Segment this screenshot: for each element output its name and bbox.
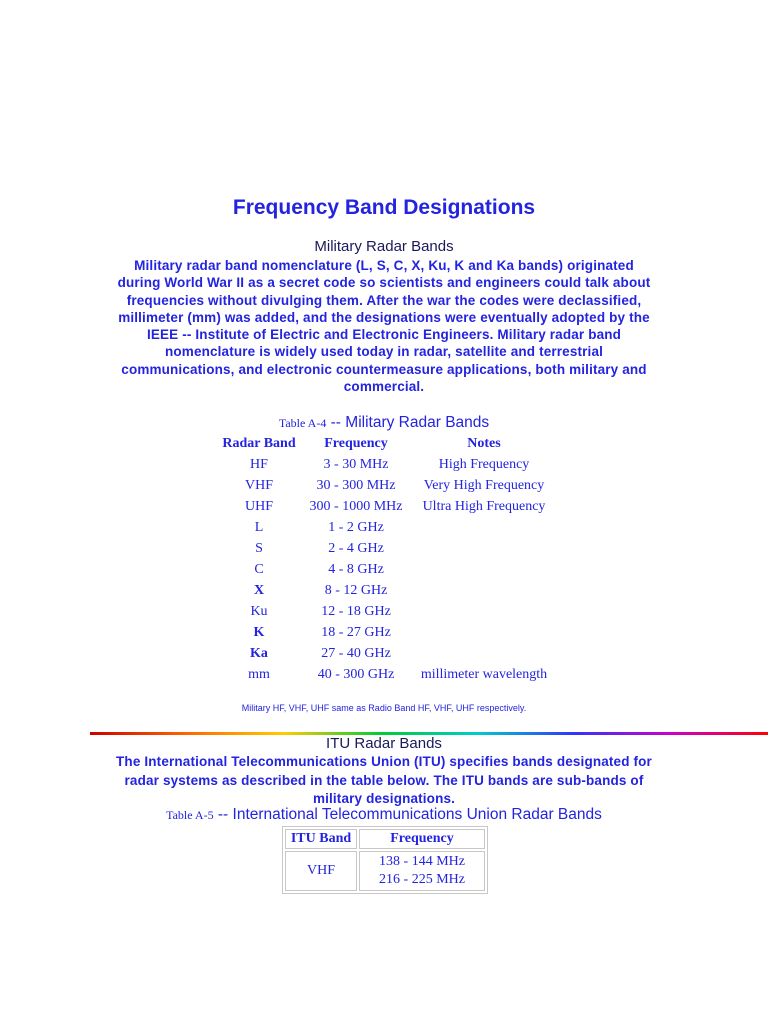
- military-line: Military radar band nomenclature (L, S, C, X, Ku, K and Ka bands) originated: [134, 258, 634, 273]
- frequency-cell: 3 - 30 MHz: [323, 456, 389, 472]
- table-a4-caption: [0, 414, 768, 432]
- page-title: Frequency Band Designations: [232, 196, 536, 219]
- military-line: commercial.: [343, 379, 425, 395]
- notes-cell: millimeter wavelength: [420, 666, 548, 682]
- military-line: IEEE -- Institute of Electric and Electronic Engineers. Military radar band: [146, 327, 622, 343]
- itu-frequency-value: 138 - 144 MHz: [379, 854, 465, 869]
- table-row: [216, 538, 558, 559]
- itu-heading: ITU Radar Bands: [326, 735, 442, 752]
- table-a5-title: -- International Telecommunications Union Radar Bands: [213, 806, 602, 823]
- band-cell: UHF: [244, 498, 273, 514]
- notes-cell: [410, 538, 558, 559]
- table-a4-label: Table A-4: [278, 416, 327, 430]
- military-line: millimeter (mm) was added, and the designations were eventually adopted by the: [118, 309, 650, 325]
- military-line: communications, and electronic countermeasure applications, both military and: [121, 361, 647, 377]
- itu-line: radar systems as described in the table below. The ITU bands are sub-bands of: [124, 772, 644, 788]
- table-row: [216, 622, 558, 643]
- col-notes: Notes: [467, 435, 501, 451]
- table-row: [216, 664, 558, 685]
- military-line: during World War II as a secret code so scientists and engineers could talk about: [117, 275, 651, 291]
- itu-frequency-value: 216 - 225 MHz: [379, 872, 465, 887]
- table-row: [216, 580, 558, 601]
- frequency-cell: 27 - 40 GHz: [321, 645, 391, 661]
- military-line: nomenclature is widely used today in radar, satellite and terrestrial: [165, 344, 603, 360]
- military-line: frequencies without divulging them. After the war the codes were declassified,: [126, 292, 642, 308]
- table-row: [216, 601, 558, 622]
- band-cell: S: [255, 540, 263, 556]
- table-row: [216, 496, 558, 517]
- notes-cell: [410, 517, 558, 538]
- band-cell: HF: [250, 456, 268, 472]
- col-itu-band: ITU Band: [285, 829, 357, 849]
- band-cell: X: [253, 582, 265, 598]
- col-radar-band: Radar Band: [222, 435, 296, 451]
- table-row: [216, 475, 558, 496]
- frequency-cell: 12 - 18 GHz: [321, 603, 391, 619]
- col-itu-frequency: Frequency: [359, 829, 485, 849]
- notes-cell: [410, 580, 558, 601]
- notes-cell: Ultra High Frequency: [422, 498, 546, 514]
- itu-bands-table: [282, 826, 488, 894]
- itu-frequency-cell: [359, 851, 485, 891]
- itu-line: The International Telecommunications Union (ITU) specifies bands designated for: [116, 754, 652, 769]
- band-cell: VHF: [244, 477, 273, 493]
- frequency-cell: 300 - 1000 MHz: [309, 498, 403, 514]
- military-paragraph: [88, 257, 680, 395]
- frequency-cell: 4 - 8 GHz: [328, 561, 384, 577]
- band-cell: C: [254, 561, 264, 577]
- band-cell: K: [253, 624, 265, 640]
- frequency-cell: 30 - 300 MHz: [316, 477, 396, 493]
- table-a5-caption: [0, 806, 768, 824]
- col-frequency: Frequency: [324, 435, 388, 451]
- table-row: [216, 454, 558, 475]
- band-cell: mm: [248, 666, 270, 682]
- notes-cell: [410, 622, 558, 643]
- notes-cell: High Frequency: [438, 456, 530, 472]
- table-row: [216, 517, 558, 538]
- frequency-cell: 40 - 300 GHz: [317, 666, 395, 682]
- table-row: [216, 643, 558, 664]
- military-bands-table: [216, 433, 558, 685]
- table-a5-label: Table A-5: [166, 808, 214, 822]
- table-header-row: [216, 433, 558, 454]
- notes-cell: [410, 601, 558, 622]
- notes-cell: Very High Frequency: [423, 477, 545, 493]
- table-a4-footnote: Military HF, VHF, UHF same as Radio Band HF, VHF, UHF respectively.: [241, 703, 527, 713]
- frequency-cell: 1 - 2 GHz: [328, 519, 384, 535]
- band-cell: L: [254, 519, 264, 535]
- itu-paragraph: [78, 753, 690, 809]
- table-a4-title: -- Military Radar Bands: [326, 414, 490, 431]
- frequency-cell: 8 - 12 GHz: [324, 582, 388, 598]
- table-row: [216, 559, 558, 580]
- notes-cell: [410, 559, 558, 580]
- band-cell: Ku: [250, 603, 268, 619]
- itu-header-row: [285, 829, 485, 849]
- notes-cell: [410, 643, 558, 664]
- table-row: [285, 851, 485, 891]
- itu-band-cell: VHF: [285, 851, 357, 891]
- frequency-cell: 2 - 4 GHz: [328, 540, 384, 556]
- frequency-cell: 18 - 27 GHz: [321, 624, 391, 640]
- band-cell: Ka: [250, 645, 268, 661]
- military-heading: Military Radar Bands: [314, 238, 454, 255]
- itu-line: military designations.: [312, 791, 456, 806]
